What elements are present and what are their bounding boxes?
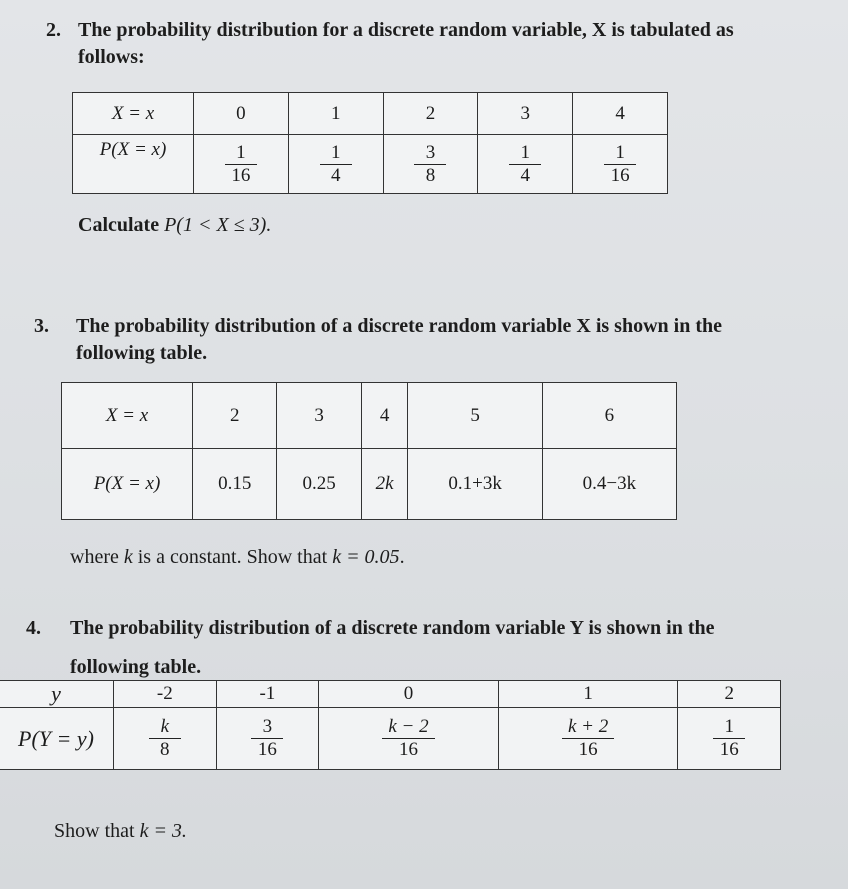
task-text: where <box>70 546 124 568</box>
table-cell <box>194 135 289 194</box>
table-cell: 0.1+3k <box>408 449 542 520</box>
question-text: The probability distribution of a discrete random variable X is shown in the <box>76 315 722 337</box>
question-text-continued: following table. <box>70 656 202 678</box>
table-cell: 0 <box>319 681 499 708</box>
table-cell <box>114 708 217 770</box>
question-number: 3. <box>34 315 49 337</box>
task-text: Calculate <box>78 214 165 236</box>
task-text: Show that <box>54 820 140 842</box>
table-cell <box>498 708 678 770</box>
distribution-table-q2 <box>72 92 668 194</box>
table-cell <box>319 708 499 770</box>
denominator: 16 <box>398 739 418 760</box>
table-cell: 2 <box>383 93 478 135</box>
question-3 <box>34 312 814 340</box>
task-text: is a constant. Show that <box>132 546 333 568</box>
table-cell <box>478 135 573 194</box>
denominator: 16 <box>257 739 277 760</box>
table-cell: 3 <box>277 383 361 449</box>
distribution-table-q3 <box>61 382 677 520</box>
table-cell: 4 <box>573 93 668 135</box>
table-cell: 3 <box>478 93 573 135</box>
fraction <box>152 716 178 761</box>
fraction <box>417 142 443 187</box>
table-cell <box>383 135 478 194</box>
denominator: 8 <box>160 739 170 760</box>
question-4 <box>26 614 826 642</box>
table-cell: 1 <box>288 93 383 135</box>
fraction <box>716 716 742 761</box>
numerator: 3 <box>425 141 436 163</box>
table-cell: 2k <box>361 449 408 520</box>
denominator: 16 <box>610 164 630 186</box>
numerator: k + 2 <box>567 716 609 737</box>
table-header-label: X = x <box>62 383 193 449</box>
table-cell: 0.4−3k <box>542 449 676 520</box>
denominator: 4 <box>520 164 531 186</box>
math-variable: k <box>123 546 133 568</box>
task-text: . <box>399 546 405 568</box>
table-cell: 2 <box>678 681 781 708</box>
numerator: 1 <box>330 141 341 163</box>
question-task <box>78 214 271 237</box>
table-cell: -2 <box>114 681 217 708</box>
numerator: k <box>160 716 170 737</box>
table-cell: 5 <box>408 383 542 449</box>
denominator: 8 <box>425 164 436 186</box>
table-cell: 4 <box>361 383 408 449</box>
question-number: 2. <box>46 19 61 41</box>
question-text-continued: follows: <box>78 46 145 68</box>
question-task <box>54 820 187 843</box>
fraction <box>254 716 280 761</box>
denominator: 16 <box>719 739 739 760</box>
numerator: 1 <box>615 141 625 163</box>
math-expression: P(1 < X ≤ 3). <box>164 214 272 236</box>
denominator: 16 <box>578 739 598 760</box>
fraction <box>565 716 611 761</box>
numerator: 1 <box>520 141 531 163</box>
question-text-continued: following table. <box>76 342 208 364</box>
table-cell: 0.25 <box>277 449 361 520</box>
table-cell <box>573 135 668 194</box>
table-row-label: P(X = x) <box>62 449 193 520</box>
distribution-table-q4 <box>0 680 781 770</box>
fraction <box>607 142 633 187</box>
denominator: 4 <box>330 164 341 186</box>
fraction <box>385 716 431 761</box>
numerator: 3 <box>262 716 273 737</box>
table-header-label: y <box>0 681 114 708</box>
math-expression: k = 3. <box>139 820 187 842</box>
fraction <box>323 142 349 187</box>
table-cell <box>288 135 383 194</box>
numerator: 1 <box>236 141 246 163</box>
table-cell: 0 <box>194 93 289 135</box>
question-2 <box>46 16 816 44</box>
math-expression: k = 0.05 <box>332 546 400 568</box>
numerator: 1 <box>724 716 734 737</box>
question-text: The probability distribution of a discrete random variable Y is shown in the <box>70 617 715 639</box>
table-row-label: P(X = x) <box>73 135 194 194</box>
question-task <box>70 546 405 569</box>
fraction <box>512 142 538 187</box>
numerator: k − 2 <box>388 716 429 737</box>
table-cell: 0.15 <box>193 449 277 520</box>
table-header-label: X = x <box>73 93 194 135</box>
table-cell: 2 <box>193 383 277 449</box>
table-cell: -1 <box>216 681 319 708</box>
fraction <box>228 142 254 187</box>
question-text: The probability distribution for a discrete random variable, X is tabulated as <box>78 19 734 41</box>
denominator: 16 <box>231 164 251 186</box>
table-cell <box>678 708 781 770</box>
table-cell: 1 <box>498 681 678 708</box>
table-cell <box>216 708 319 770</box>
table-cell: 6 <box>542 383 676 449</box>
table-row-label: P(Y = y) <box>0 708 114 770</box>
question-number: 4. <box>26 617 41 639</box>
